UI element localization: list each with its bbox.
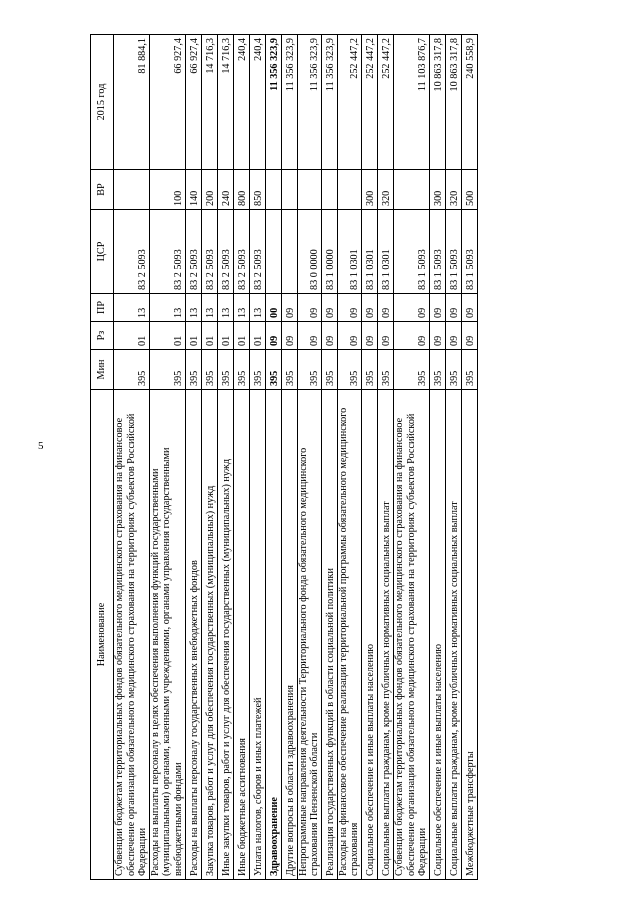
- cell-min: 395: [233, 350, 249, 390]
- table-header-row: [91, 35, 114, 880]
- cell-csr: 83 2 5093: [114, 210, 150, 294]
- cell-csr: 83 2 5093: [249, 210, 265, 294]
- cell-rz: 09: [461, 322, 477, 350]
- cell-value: 10 863 317,8: [429, 35, 445, 170]
- cell-rz: 09: [377, 322, 393, 350]
- cell-name: Субвенции бюджетам территориальных фондов обязательного медицинского страхования на финансовое обеспечение организации обязательного медицинского страхования на территориях субъектов Российской Федерации: [393, 390, 429, 880]
- cell-vr: 320: [445, 170, 461, 210]
- cell-min: 395: [114, 350, 150, 390]
- cell-name: Расходы на выплаты персоналу государственных внебюджетных фондов: [185, 390, 201, 880]
- cell-rz: 09: [265, 322, 281, 350]
- cell-csr: 83 1 5093: [461, 210, 477, 294]
- cell-value: 11 356 323,9: [297, 35, 321, 170]
- cell-pr: 13: [185, 294, 201, 322]
- header-name: Наименование: [91, 390, 114, 880]
- cell-min: 395: [217, 350, 233, 390]
- cell-value: 81 884,1: [114, 35, 150, 170]
- cell-min: 395: [149, 350, 185, 390]
- cell-rz: 01: [233, 322, 249, 350]
- cell-rz: 01: [217, 322, 233, 350]
- cell-min: 395: [201, 350, 217, 390]
- cell-min: 395: [281, 350, 297, 390]
- cell-vr: 240: [217, 170, 233, 210]
- cell-name: Непрограммные направления деятельности Территориального фонда обязательного медицинского страхования Пензенской области: [297, 390, 321, 880]
- cell-value: 252 447,2: [361, 35, 377, 170]
- cell-rz: 09: [297, 322, 321, 350]
- cell-min: 395: [445, 350, 461, 390]
- cell-min: 395: [393, 350, 429, 390]
- cell-pr: 00: [265, 294, 281, 322]
- table-row: [233, 35, 249, 880]
- cell-name: Межбюджетные трансферты: [461, 390, 477, 880]
- cell-csr: 83 1 5093: [445, 210, 461, 294]
- cell-value: 14 716,3: [201, 35, 217, 170]
- cell-rz: 01: [185, 322, 201, 350]
- cell-vr: [393, 170, 429, 210]
- cell-pr: 09: [377, 294, 393, 322]
- cell-value: 11 103 876,7: [393, 35, 429, 170]
- cell-rz: 09: [337, 322, 361, 350]
- cell-pr: 13: [233, 294, 249, 322]
- cell-name: Реализация государственных функций в области социальной политики: [321, 390, 337, 880]
- cell-csr: 83 2 5093: [185, 210, 201, 294]
- budget-table: [90, 34, 478, 880]
- cell-rz: 01: [201, 322, 217, 350]
- cell-min: 395: [297, 350, 321, 390]
- table-row: [149, 35, 185, 880]
- cell-value: 240,4: [249, 35, 265, 170]
- cell-min: 395: [461, 350, 477, 390]
- cell-name: Субвенции бюджетам территориальных фондов обязательного медицинского страхования на финансовое обеспечение организации обязательного медицинского страхования на территориях субъектов Российской Федерации: [114, 390, 150, 880]
- cell-name: Другие вопросы в области здравоохранения: [281, 390, 297, 880]
- cell-min: 395: [429, 350, 445, 390]
- cell-vr: 100: [149, 170, 185, 210]
- rotated-table-container: [90, 35, 550, 880]
- cell-csr: 83 0 0000: [297, 210, 321, 294]
- cell-rz: 01: [149, 322, 185, 350]
- cell-pr: 09: [393, 294, 429, 322]
- cell-rz: 09: [321, 322, 337, 350]
- cell-csr: 83 1 5093: [429, 210, 445, 294]
- cell-vr: 200: [201, 170, 217, 210]
- cell-value: 66 927,4: [185, 35, 201, 170]
- cell-name: Расходы на финансовое обеспечение реализации территориальной программы обязательного медицинского страхования: [337, 390, 361, 880]
- table-row: [281, 35, 297, 880]
- cell-pr: 09: [461, 294, 477, 322]
- header-csr: ЦСР: [91, 210, 114, 294]
- header-rz: Рз: [91, 322, 114, 350]
- cell-pr: 13: [249, 294, 265, 322]
- cell-vr: [337, 170, 361, 210]
- cell-vr: [114, 170, 150, 210]
- cell-vr: 300: [361, 170, 377, 210]
- cell-name: Социальное обеспечение и иные выплаты населению: [429, 390, 445, 880]
- cell-value: 240,4: [233, 35, 249, 170]
- cell-pr: 09: [361, 294, 377, 322]
- header-min: Мин: [91, 350, 114, 390]
- cell-rz: 01: [114, 322, 150, 350]
- cell-min: 395: [265, 350, 281, 390]
- cell-pr: 09: [297, 294, 321, 322]
- cell-name: Социальное обеспечение и иные выплаты населению: [361, 390, 377, 880]
- cell-csr: 83 2 5093: [217, 210, 233, 294]
- cell-value: 10 863 317,8: [445, 35, 461, 170]
- table-row: [217, 35, 233, 880]
- cell-vr: 800: [233, 170, 249, 210]
- cell-vr: [297, 170, 321, 210]
- cell-name: Расходы на выплаты персоналу в целях обеспечения выполнения функций государственными (муниципальными) органами, казенными учреждениями, органами управления государственными внебюджетными фондами: [149, 390, 185, 880]
- cell-name: Социальные выплаты гражданам, кроме публичных нормативных социальных выплат: [377, 390, 393, 880]
- cell-value: 11 356 323,9: [321, 35, 337, 170]
- cell-pr: 13: [217, 294, 233, 322]
- cell-min: 395: [377, 350, 393, 390]
- cell-vr: [321, 170, 337, 210]
- cell-csr: 83 1 5093: [393, 210, 429, 294]
- cell-rz: 01: [249, 322, 265, 350]
- cell-pr: 09: [429, 294, 445, 322]
- table-row: [429, 35, 445, 880]
- cell-value: 252 447,2: [337, 35, 361, 170]
- cell-csr: 83 2 5093: [201, 210, 217, 294]
- header-vr: ВР: [91, 170, 114, 210]
- cell-name: Иные закупки товаров, работ и услуг для обеспечения государственных (муниципальных) нужд: [217, 390, 233, 880]
- cell-pr: 13: [114, 294, 150, 322]
- table-row: [185, 35, 201, 880]
- table-row: [377, 35, 393, 880]
- cell-vr: 850: [249, 170, 265, 210]
- cell-pr: 09: [337, 294, 361, 322]
- cell-rz: 09: [361, 322, 377, 350]
- table-row: [337, 35, 361, 880]
- cell-csr: 83 2 5093: [233, 210, 249, 294]
- cell-min: 395: [249, 350, 265, 390]
- cell-vr: [265, 170, 281, 210]
- cell-pr: 09: [445, 294, 461, 322]
- cell-rz: 09: [281, 322, 297, 350]
- cell-pr: 13: [201, 294, 217, 322]
- cell-min: 395: [337, 350, 361, 390]
- cell-value: 14 716,3: [217, 35, 233, 170]
- page-number: 5: [38, 440, 44, 452]
- table-row: [461, 35, 477, 880]
- cell-pr: 09: [321, 294, 337, 322]
- cell-vr: 140: [185, 170, 201, 210]
- cell-csr: [281, 210, 297, 294]
- cell-min: 395: [361, 350, 377, 390]
- header-year: 2015 год: [91, 35, 114, 170]
- cell-value: 240 558,9: [461, 35, 477, 170]
- cell-value: 11 356 323,9: [265, 35, 281, 170]
- table-row: [361, 35, 377, 880]
- table-row: [393, 35, 429, 880]
- table-body: [114, 35, 478, 880]
- cell-vr: 300: [429, 170, 445, 210]
- cell-name: Иные бюджетные ассигнования: [233, 390, 249, 880]
- cell-rz: 09: [429, 322, 445, 350]
- cell-min: 395: [185, 350, 201, 390]
- cell-pr: 09: [281, 294, 297, 322]
- cell-value: 66 927,4: [149, 35, 185, 170]
- cell-csr: 83 1 0301: [361, 210, 377, 294]
- cell-name: Социальные выплаты гражданам, кроме публичных нормативных социальных выплат: [445, 390, 461, 880]
- cell-value: 11 356 323,9: [281, 35, 297, 170]
- cell-rz: 09: [445, 322, 461, 350]
- cell-csr: [265, 210, 281, 294]
- cell-pr: 13: [149, 294, 185, 322]
- cell-csr: 83 1 0000: [321, 210, 337, 294]
- cell-vr: 500: [461, 170, 477, 210]
- cell-name: Здравоохранение: [265, 390, 281, 880]
- cell-name: Закупка товаров, работ и услуг для обеспечения государственных (муниципальных) нужд: [201, 390, 217, 880]
- cell-rz: 09: [393, 322, 429, 350]
- table-row: [249, 35, 265, 880]
- table-row: [265, 35, 281, 880]
- cell-name: Уплата налогов, сборов и иных платежей: [249, 390, 265, 880]
- table-row: [201, 35, 217, 880]
- cell-csr: 83 1 0301: [337, 210, 361, 294]
- table-row: [114, 35, 150, 880]
- cell-min: 395: [321, 350, 337, 390]
- cell-value: 252 447,2: [377, 35, 393, 170]
- cell-csr: 83 1 0301: [377, 210, 393, 294]
- cell-csr: 83 2 5093: [149, 210, 185, 294]
- table-row: [297, 35, 321, 880]
- cell-vr: [281, 170, 297, 210]
- cell-vr: 320: [377, 170, 393, 210]
- table-row: [445, 35, 461, 880]
- header-pr: ПР: [91, 294, 114, 322]
- table-row: [321, 35, 337, 880]
